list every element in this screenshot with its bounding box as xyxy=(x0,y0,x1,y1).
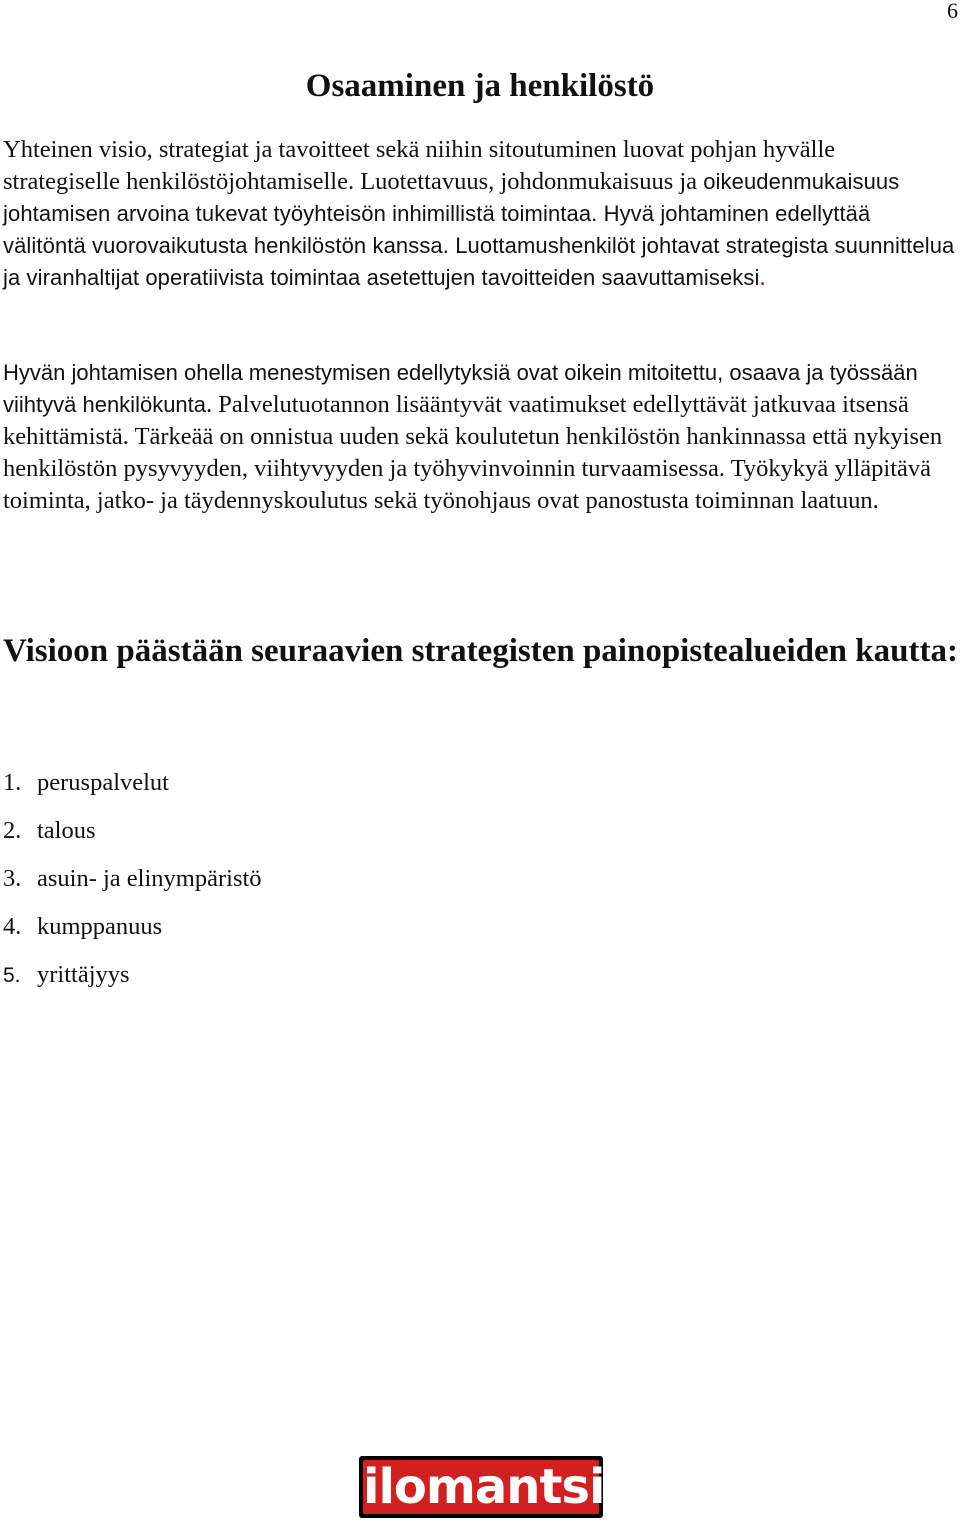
list-item-label: talous xyxy=(37,817,96,844)
list-item xyxy=(3,765,262,813)
list-item-number: 1. xyxy=(3,769,22,796)
intro-text-serif: Yhteinen visio, strategiat ja tavoitteet sekä niihin sitoutuminen luovat pohjan hyvälle strategiselle henkilöstöjohtamiselle. Luotettavuus, johdonmukaisuus ja xyxy=(3,136,836,195)
intro-paragraph xyxy=(3,134,958,294)
list-item-label: kumppanuus xyxy=(37,913,163,940)
list-item-label: peruspalvelut xyxy=(37,769,169,796)
logo-wordmark: ilomantsi xyxy=(363,1459,605,1515)
intro-text-sans: oikeudenmukaisuus johtamisen arvoina tukevat työyhteisön inhimillistä toimintaa. Hyvä johtaminen edellyttää välitöntä vuorovaikutusta henkilöstön kanssa. Luottamushenkilöt johtavat strategista suunnittelua ja viranhaltijat operatiivista toimintaa asetettujen tavoitteiden saavuttamiseksi xyxy=(3,169,955,290)
list-item-number: 2. xyxy=(3,817,22,844)
focus-areas-heading: Visioon päästään seuraavien strategisten painopistealueiden kautta: xyxy=(3,633,958,669)
list-item-number: 4. xyxy=(3,913,22,940)
list-item-number: 3. xyxy=(3,865,22,892)
list-item xyxy=(3,813,262,861)
list-item xyxy=(3,909,262,957)
list-item-label: yrittäjyys xyxy=(37,961,130,988)
staff-text-sans: Hyvän johtamisen ohella menestymisen edellytyksiä ovat oikein mitoitettu, osaava ja työssään viihtyvä henkilökunta xyxy=(3,360,918,417)
staff-text-serif: . Palvelutuotannon lisääntyvät vaatimukset edellyttävät jatkuvaa itsensä kehittämistä. Tärkeää on onnistua uuden sekä koulutetun henkilöstön hankinnassa että nykyisen henkilöstön pysyvyyden, viihtyvyyden ja työhyvinvoinnin turvaamisessa. Työkykyä ylläpitävä toiminta, jatko- ja täydennyskoulutus sekä työnohjaus ovat panostusta toiminnan laatuun. xyxy=(3,391,943,514)
ilomantsi-logo xyxy=(359,1456,603,1518)
page-number: 6 xyxy=(947,0,958,23)
staff-paragraph xyxy=(3,357,958,517)
list-item xyxy=(3,861,262,909)
list-item xyxy=(3,957,262,1005)
focus-areas-list xyxy=(3,765,262,1005)
list-item-label: asuin- ja elinympäristö xyxy=(37,865,262,892)
intro-end-mark: . xyxy=(759,264,766,291)
page-title: Osaaminen ja henkilöstö xyxy=(305,68,655,104)
list-item-number: 5. xyxy=(3,964,21,987)
